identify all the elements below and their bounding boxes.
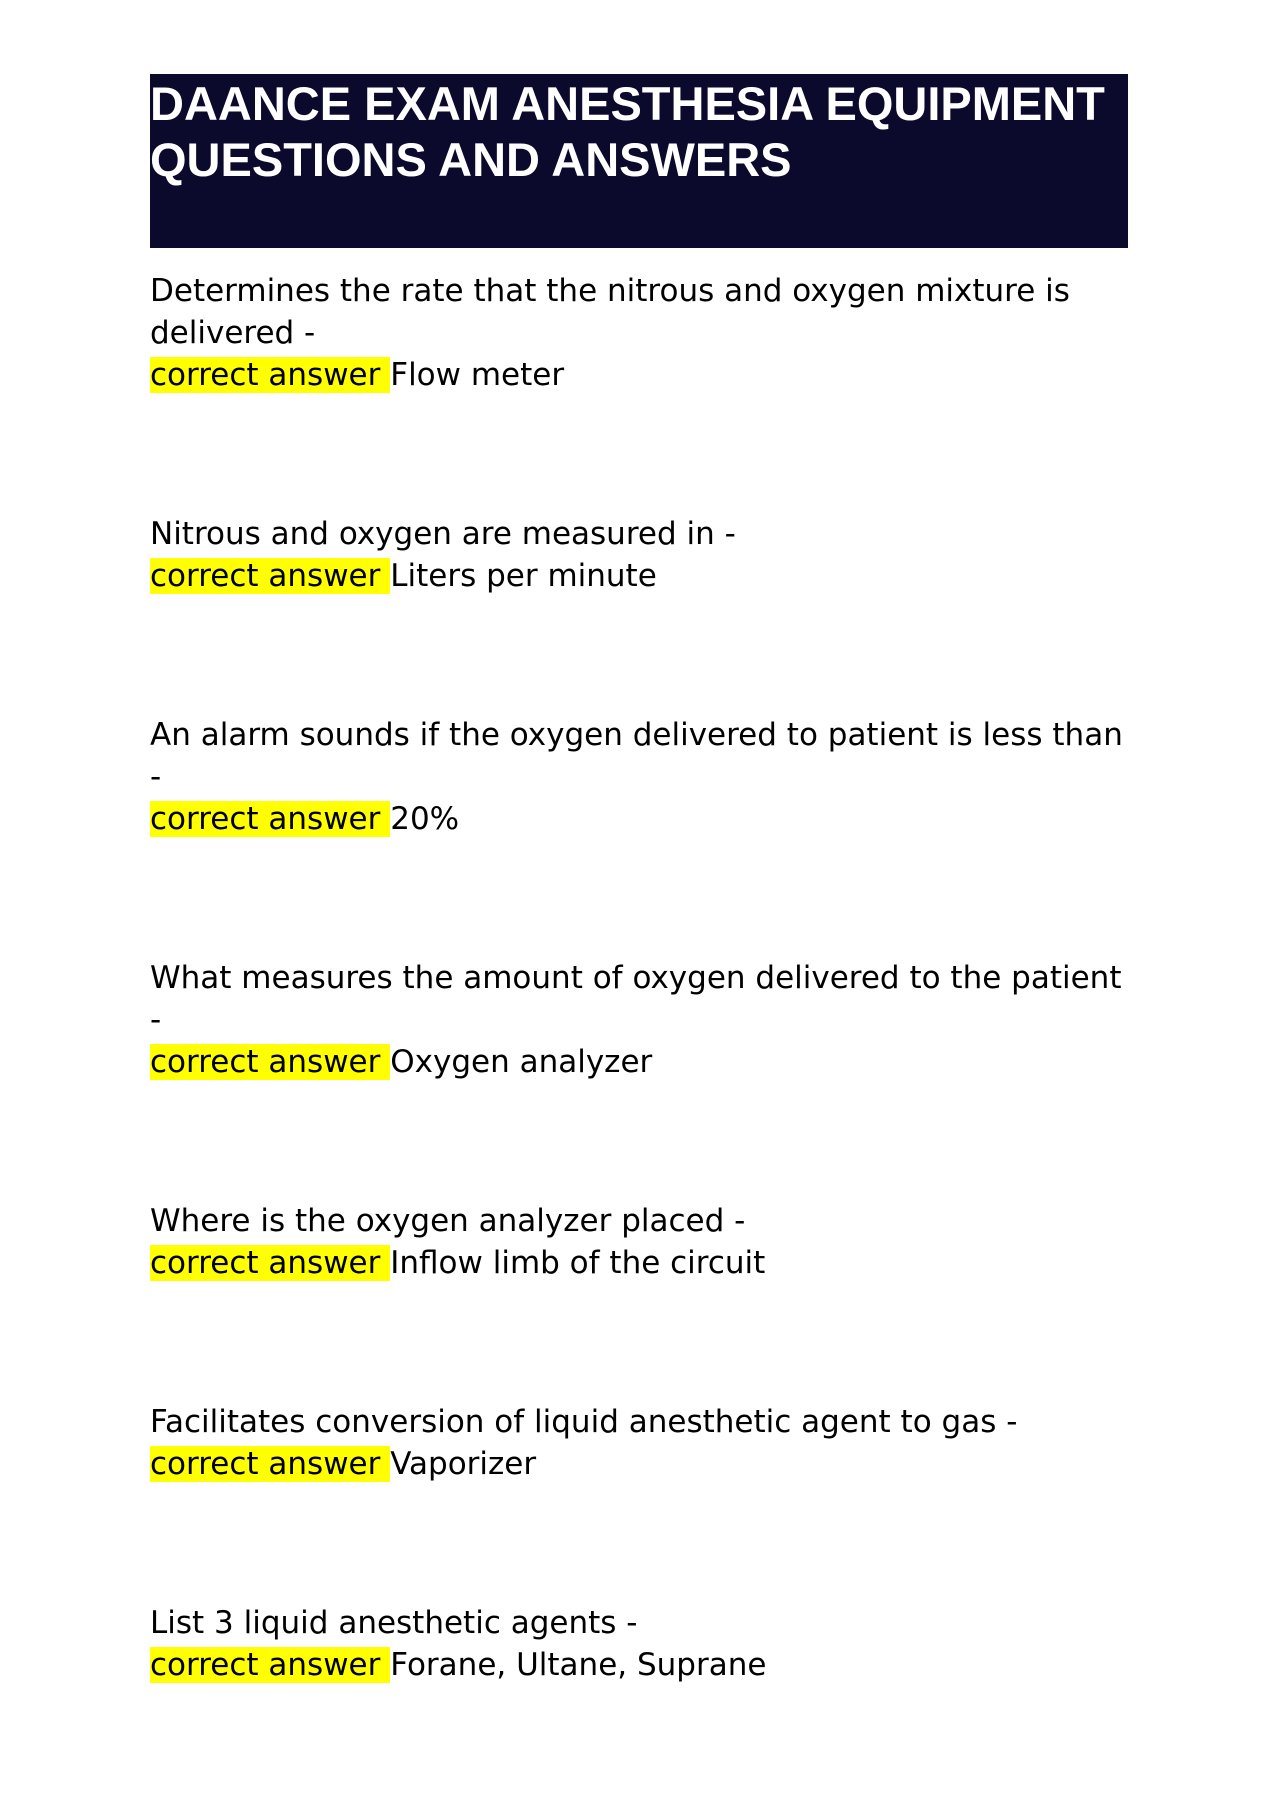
question-text: Nitrous and oxygen are measured in - xyxy=(150,516,736,552)
answer-line xyxy=(150,1242,1128,1284)
correct-answer-label: correct answer xyxy=(150,357,391,393)
correct-answer-label: correct answer xyxy=(150,558,391,594)
question-text: Facilitates conversion of liquid anesthetic agent to gas - xyxy=(150,1404,1018,1440)
question-text: List 3 liquid anesthetic agents - xyxy=(150,1605,638,1641)
answer-text: Oxygen analyzer xyxy=(390,1044,653,1080)
answer-line xyxy=(150,798,1128,840)
correct-answer-label: correct answer xyxy=(150,1044,391,1080)
answer-text: Forane, Ultane, Suprane xyxy=(390,1647,767,1683)
correct-answer-label: correct answer xyxy=(150,1446,391,1482)
answer-line xyxy=(150,1041,1128,1083)
correct-answer-label: correct answer xyxy=(150,801,391,837)
qa-item xyxy=(150,714,1128,840)
question-text: Determines the rate that the nitrous and oxygen mixture is delivered - xyxy=(150,273,1070,351)
document-page xyxy=(150,74,1128,1803)
answer-line xyxy=(150,555,1128,597)
answer-text: 20% xyxy=(390,801,460,837)
question-text: Where is the oxygen analyzer placed - xyxy=(150,1203,746,1239)
answer-line xyxy=(150,354,1128,396)
answer-line xyxy=(150,1644,1128,1686)
qa-item xyxy=(150,1401,1128,1485)
answer-line xyxy=(150,1443,1128,1485)
answer-text: Inflow limb of the circuit xyxy=(390,1245,766,1281)
qa-item xyxy=(150,957,1128,1083)
qa-item xyxy=(150,270,1128,396)
answer-text: Flow meter xyxy=(390,357,565,393)
question-text: An alarm sounds if the oxygen delivered to patient is less than - xyxy=(150,717,1123,795)
qa-item xyxy=(150,513,1128,597)
qa-item xyxy=(150,1602,1128,1686)
correct-answer-label: correct answer xyxy=(150,1245,391,1281)
document-title: DAANCE EXAM ANESTHESIA EQUIPMENT QUESTIONS AND ANSWERS xyxy=(150,77,1105,186)
correct-answer-label: correct answer xyxy=(150,1647,391,1683)
qa-list xyxy=(150,270,1128,1686)
answer-text: Vaporizer xyxy=(390,1446,537,1482)
question-text: What measures the amount of oxygen delivered to the patient - xyxy=(150,960,1122,1038)
answer-text: Liters per minute xyxy=(390,558,657,594)
title-banner xyxy=(150,74,1128,248)
qa-item xyxy=(150,1200,1128,1284)
